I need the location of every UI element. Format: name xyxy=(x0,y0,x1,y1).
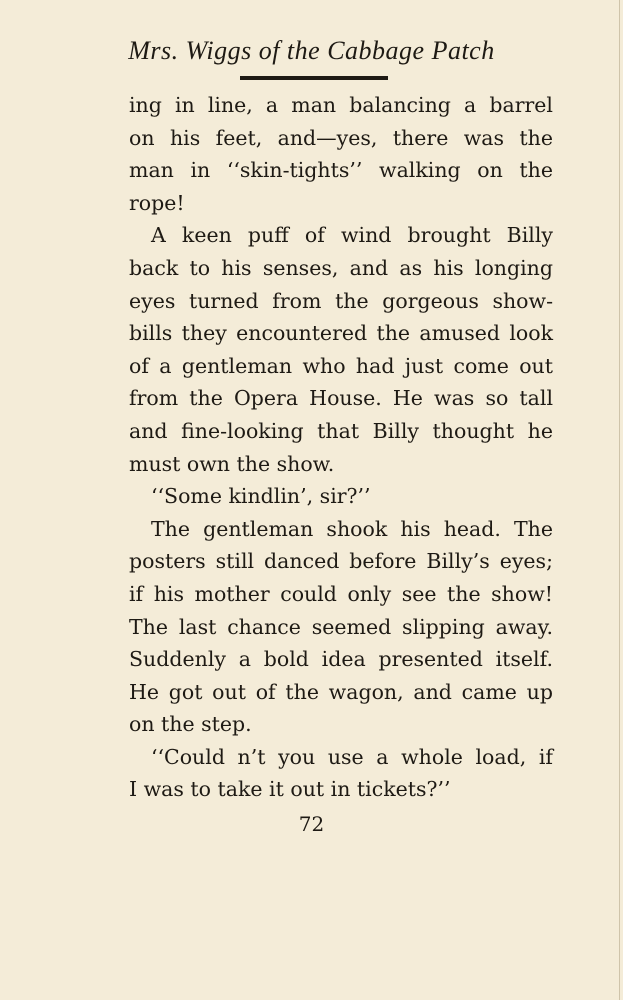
text-line: ‘‘Some kindlin’, sir?’’ xyxy=(151,484,371,509)
page-number: 72 xyxy=(298,812,325,836)
running-head: Mrs. Wiggs of the Cabbage Patch xyxy=(128,36,495,65)
text-line: A keen puff of wind brought Billy xyxy=(151,223,553,248)
body-text xyxy=(129,89,553,806)
text-line: if his mother could only see the show! xyxy=(129,581,553,606)
text-line: eyes turned from the gorgeous show- xyxy=(129,288,553,313)
text-line: on the step. xyxy=(129,712,252,737)
text-line: I was to take it out in tickets?’’ xyxy=(129,777,451,802)
text-line: posters still danced before Billy’s eyes; xyxy=(129,549,553,574)
text-line: The last chance seemed slipping away. xyxy=(129,614,553,639)
text-line: of a gentleman who had just come out xyxy=(129,353,553,378)
page-edge xyxy=(619,0,620,1000)
text-line: back to his senses, and as his longing xyxy=(129,255,553,280)
text-line: Suddenly a bold idea presented itself. xyxy=(129,647,553,672)
text-line: on his feet, and—yes, there was the xyxy=(129,125,553,150)
text-line: must own the show. xyxy=(129,451,335,476)
text-line: rope! xyxy=(129,190,185,215)
text-line: bills they encountered the amused look xyxy=(129,321,553,346)
header-rule xyxy=(240,76,388,80)
text-line: from the Opera House. He was so tall xyxy=(129,386,553,411)
text-line: The gentleman shook his head. The xyxy=(151,516,553,541)
text-line: man in ‘‘skin-tights’’ walking on the xyxy=(129,158,553,183)
text-line: and fine-looking that Billy thought he xyxy=(129,418,553,443)
text-line: He got out of the wagon, and came up xyxy=(129,679,553,704)
text-line: ing in line, a man balancing a barrel xyxy=(129,93,553,117)
text-line: ‘‘Could n’t you use a whole load, if xyxy=(151,744,553,769)
